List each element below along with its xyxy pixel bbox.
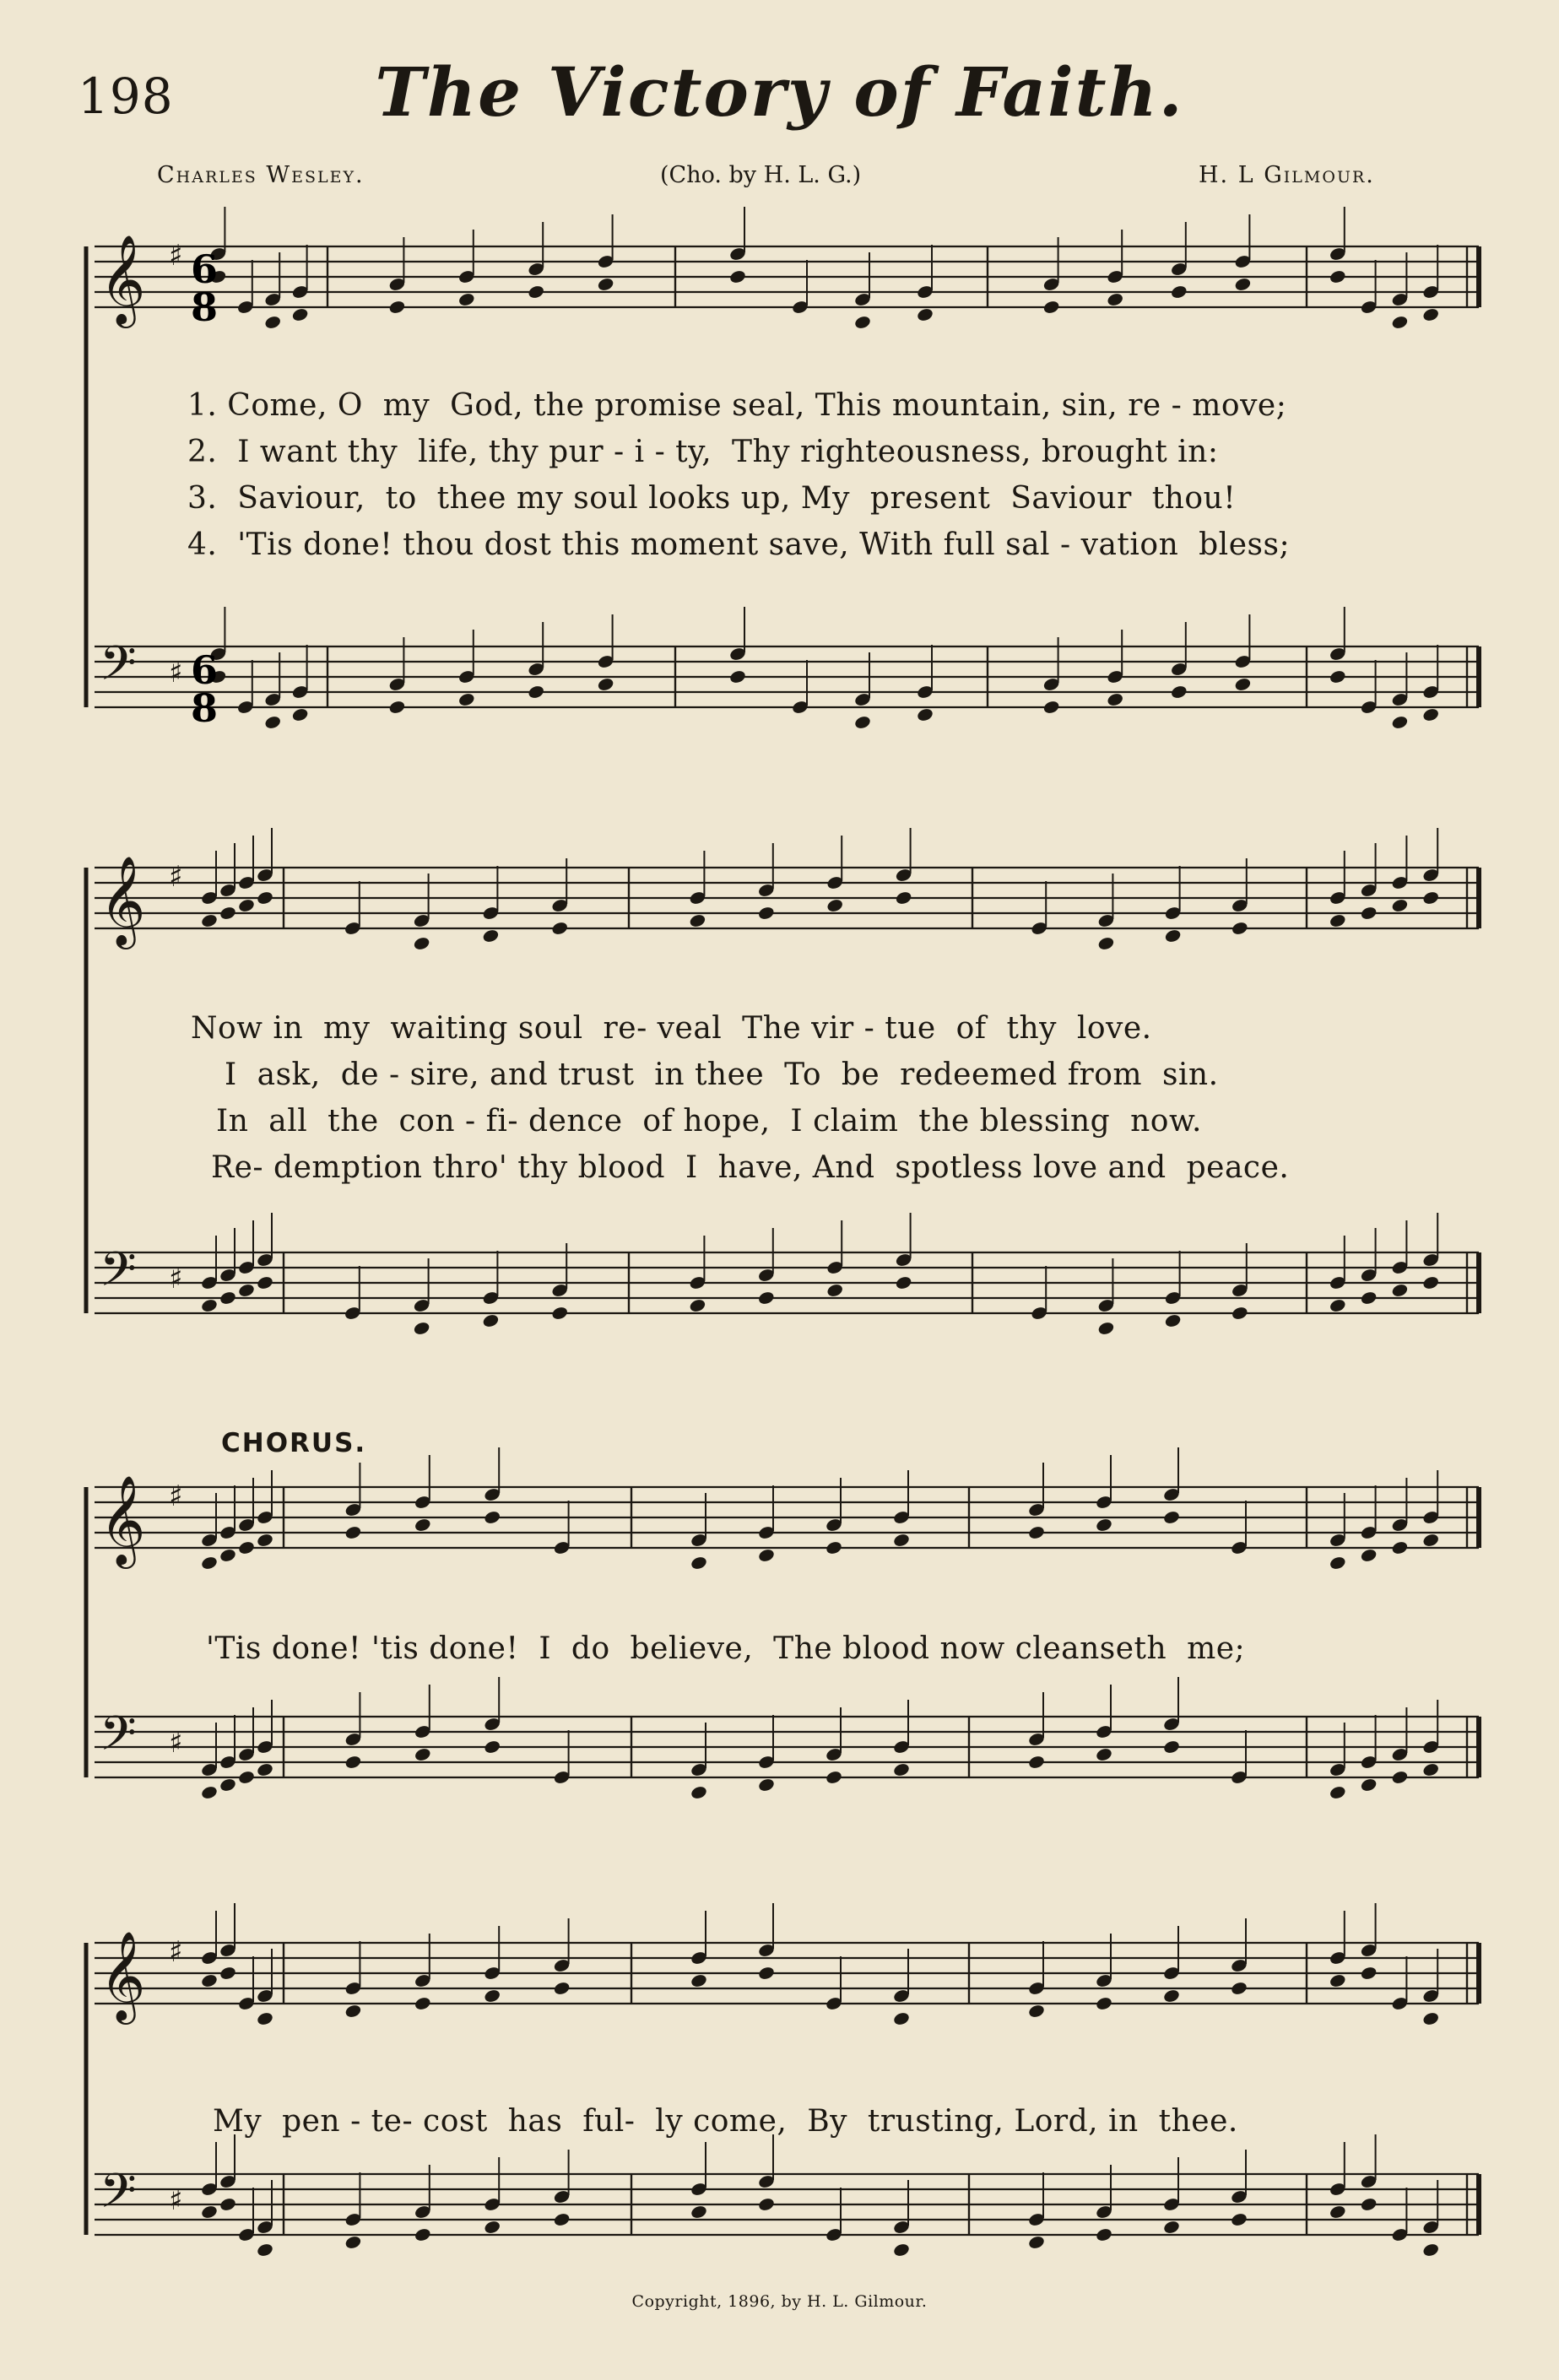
treble-note	[219, 1548, 237, 1564]
bass-note	[457, 692, 476, 708]
treble-clef: 𝄞	[100, 855, 146, 945]
treble-note	[200, 913, 219, 929]
chorus-credit: (Cho. by H. L. G.)	[660, 162, 862, 188]
treble-note	[1042, 300, 1061, 316]
treble-note	[1329, 269, 1347, 285]
bass-note	[1230, 2212, 1248, 2228]
bass-note	[414, 1747, 432, 1763]
treble-note	[1027, 2004, 1046, 2020]
treble-note	[219, 1966, 237, 1982]
bass-note	[895, 1275, 913, 1291]
treble-note	[1164, 928, 1183, 944]
bass-note	[1421, 1762, 1440, 1778]
treble-note	[757, 1966, 776, 1982]
treble-note	[1095, 1517, 1113, 1533]
bass-note	[1329, 669, 1347, 685]
bass-note	[853, 715, 872, 731]
bass-note	[1360, 1290, 1378, 1306]
bass-note	[237, 1770, 256, 1786]
bass-note	[1234, 677, 1253, 693]
verse-1-line-1: 1. Come, O my God, the promise seal, This mountain, sin, re - move;	[187, 388, 1287, 423]
bass-time-sig-top: 6	[190, 647, 219, 693]
bass-note	[1095, 2227, 1113, 2243]
bass-note	[388, 700, 407, 716]
key-sharp: ♯	[169, 2183, 183, 2217]
treble-note	[256, 890, 274, 906]
treble-note	[1421, 2011, 1440, 2027]
bass-note	[219, 2197, 237, 2213]
verse-3-line-2: In all the con - fi- dence of hope, I claim the blessing now.	[216, 1104, 1202, 1139]
verse-2-line-2: I ask, de - sire, and trust in thee To be redeemed from sin.	[225, 1057, 1219, 1092]
treble-note	[1095, 1996, 1113, 2012]
treble-note	[916, 307, 934, 323]
verse-2-line-1: 2. I want thy life, thy pur - i - ty, Thy righteousness, brought in:	[187, 435, 1219, 469]
treble-note	[892, 1533, 911, 1549]
bass-note	[1162, 2220, 1181, 2236]
treble-note	[413, 936, 431, 952]
chorus-line-2: My pen - te- cost has ful- ly come, By trusting, Lord, in thee.	[213, 2104, 1238, 2139]
treble-clef: 𝄞	[100, 234, 146, 324]
treble-note	[1234, 277, 1253, 293]
bass-time-sig-bottom: 8	[190, 685, 219, 731]
bass-note	[1162, 1739, 1181, 1755]
chorus-label: CHORUS.	[221, 1428, 367, 1458]
treble-note	[1230, 1981, 1248, 1997]
bass-note	[597, 677, 615, 693]
treble-note	[597, 277, 615, 293]
treble-note	[757, 1548, 776, 1564]
bass-note	[1421, 1275, 1440, 1291]
key-sharp: ♯	[169, 239, 183, 273]
bass-note	[256, 1275, 274, 1291]
bass-note	[757, 2197, 776, 2213]
treble-note	[1170, 284, 1188, 300]
treble-note	[757, 906, 776, 922]
bass-note	[1391, 715, 1410, 731]
treble-note	[344, 2004, 363, 2020]
bass-note	[728, 669, 747, 685]
treble-note	[1360, 906, 1378, 922]
treble-note	[853, 315, 872, 331]
bass-note	[1329, 1785, 1347, 1801]
treble-note	[219, 906, 237, 922]
treble-note	[414, 1996, 432, 2012]
bass-note	[414, 2227, 432, 2243]
bass-note	[1391, 1283, 1410, 1299]
bass-note	[916, 707, 934, 723]
treble-note	[1421, 307, 1440, 323]
treble-note	[826, 898, 844, 914]
bass-note	[237, 1283, 256, 1299]
treble-note	[291, 307, 310, 323]
verse-4-line-2: Re- demption thro' thy blood I have, And spotless love and peace.	[211, 1150, 1290, 1185]
treble-note	[483, 1988, 501, 2004]
page-number: 198	[78, 68, 174, 125]
treble-note	[1027, 1525, 1046, 1541]
bass-note	[482, 1313, 501, 1329]
bass-note	[550, 1306, 569, 1322]
verse-4-line-1: 4. 'Tis done! thou dost this moment save, With full sal - vation bless;	[187, 527, 1291, 562]
treble-note	[1391, 315, 1410, 331]
treble-note	[550, 921, 569, 937]
key-sharp: ♯	[169, 1726, 183, 1760]
verse-3-line-1: 3. Saviour, to thee my soul looks up, My present Saviour thou!	[187, 481, 1237, 516]
treble-note	[414, 1517, 432, 1533]
bass-note	[1170, 684, 1188, 700]
treble-note	[237, 1540, 256, 1556]
treble-time-sig-bottom: 8	[190, 284, 219, 330]
treble-note	[344, 1525, 363, 1541]
treble-time-sig-top: 6	[190, 246, 219, 292]
bass-note	[826, 1283, 844, 1299]
treble-clef: 𝄞	[100, 1930, 146, 2020]
bass-note	[1360, 2197, 1378, 2213]
bass-note	[825, 1770, 843, 1786]
bass-note	[256, 2242, 274, 2258]
lyricist-credit: Charles Wesley.	[157, 162, 365, 188]
key-sharp: ♯	[169, 860, 183, 894]
treble-note	[690, 1973, 708, 1989]
bass-note	[1027, 2235, 1046, 2251]
treble-note	[1421, 890, 1440, 906]
treble-note	[553, 1981, 571, 1997]
verse-1-line-2: Now in my waiting soul re- veal The vir - tue of thy love.	[191, 1011, 1152, 1046]
treble-note	[388, 300, 407, 316]
key-sharp: ♯	[169, 1935, 183, 1969]
bass-note	[1097, 1321, 1116, 1337]
hymn-title: The Victory of Faith.	[375, 52, 1184, 132]
bass-note	[892, 2242, 911, 2258]
bass-note	[689, 1298, 707, 1314]
treble-note	[256, 1533, 274, 1549]
treble-note	[895, 890, 913, 906]
treble-note	[1360, 1966, 1378, 1982]
bass-note	[200, 1785, 219, 1801]
treble-note	[200, 1973, 219, 1989]
treble-note	[256, 2011, 274, 2027]
treble-clef: 𝄞	[100, 1474, 146, 1565]
bass-note	[757, 1777, 776, 1793]
bass-note	[1421, 707, 1440, 723]
bass-note	[553, 2212, 571, 2228]
treble-note	[1329, 1555, 1347, 1571]
clefs	[100, 234, 182, 2231]
copyright-notice: Copyright, 1896, by H. L. Gilmour.	[631, 2292, 928, 2311]
bass-note	[690, 2204, 708, 2220]
treble-note	[200, 1555, 219, 1571]
chorus-line-1: 'Tis done! 'tis done! I do believe, The blood now cleanseth me;	[206, 1631, 1246, 1666]
treble-note	[1162, 1988, 1181, 2004]
treble-note	[1421, 1533, 1440, 1549]
bass-note	[344, 2235, 363, 2251]
bass-clef: 𝄢	[100, 636, 137, 703]
key-sharp: ♯	[169, 1479, 183, 1513]
bass-note	[291, 707, 310, 723]
bass-note	[200, 1298, 219, 1314]
bass-note	[1231, 1306, 1249, 1322]
bass-note	[219, 1777, 237, 1793]
bass-note	[344, 1755, 363, 1771]
bass-note	[690, 1785, 708, 1801]
bass-note	[219, 1290, 237, 1306]
bass-clef: 𝄢	[100, 1707, 137, 1773]
treble-note	[483, 1510, 501, 1526]
bass-note	[1391, 1770, 1410, 1786]
treble-note	[527, 284, 545, 300]
treble-note	[689, 913, 707, 929]
treble-note	[1391, 898, 1410, 914]
treble-note	[1329, 913, 1347, 929]
treble-note	[482, 928, 501, 944]
treble-note	[728, 269, 747, 285]
treble-note	[1106, 292, 1124, 308]
bass-note	[1329, 2204, 1347, 2220]
treble-note	[457, 292, 476, 308]
key-sharp: ♯	[169, 1262, 183, 1295]
bass-note	[263, 715, 282, 731]
bass-note	[483, 1739, 501, 1755]
treble-note	[263, 315, 282, 331]
bass-clef: 𝄢	[100, 2164, 137, 2231]
bass-note	[1360, 1777, 1378, 1793]
treble-note	[825, 1540, 843, 1556]
treble-note	[237, 898, 256, 914]
bass-note	[413, 1321, 431, 1337]
bass-note	[757, 1290, 776, 1306]
treble-note	[690, 1555, 708, 1571]
bass-note	[256, 1762, 274, 1778]
bass-note	[200, 2204, 219, 2220]
treble-note	[892, 2011, 911, 2027]
bass-note	[483, 2220, 501, 2236]
bass-note	[1329, 1298, 1347, 1314]
bass-note	[1095, 1747, 1113, 1763]
bass-note	[1164, 1313, 1183, 1329]
treble-note	[1391, 1540, 1410, 1556]
bass-note	[892, 1762, 911, 1778]
treble-note	[1329, 1973, 1347, 1989]
bass-clef: 𝄢	[100, 1242, 137, 1309]
bass-note	[1027, 1755, 1046, 1771]
key-sharp: ♯	[169, 656, 183, 690]
treble-note	[1360, 1548, 1378, 1564]
bass-note	[1042, 700, 1061, 716]
bass-note	[527, 684, 545, 700]
treble-note	[1162, 1510, 1181, 1526]
bass-note	[1106, 692, 1124, 708]
composer-credit: H. L Gilmour.	[1199, 162, 1375, 188]
bass-note	[1421, 2242, 1440, 2258]
treble-note	[1097, 936, 1116, 952]
treble-note	[1231, 921, 1249, 937]
